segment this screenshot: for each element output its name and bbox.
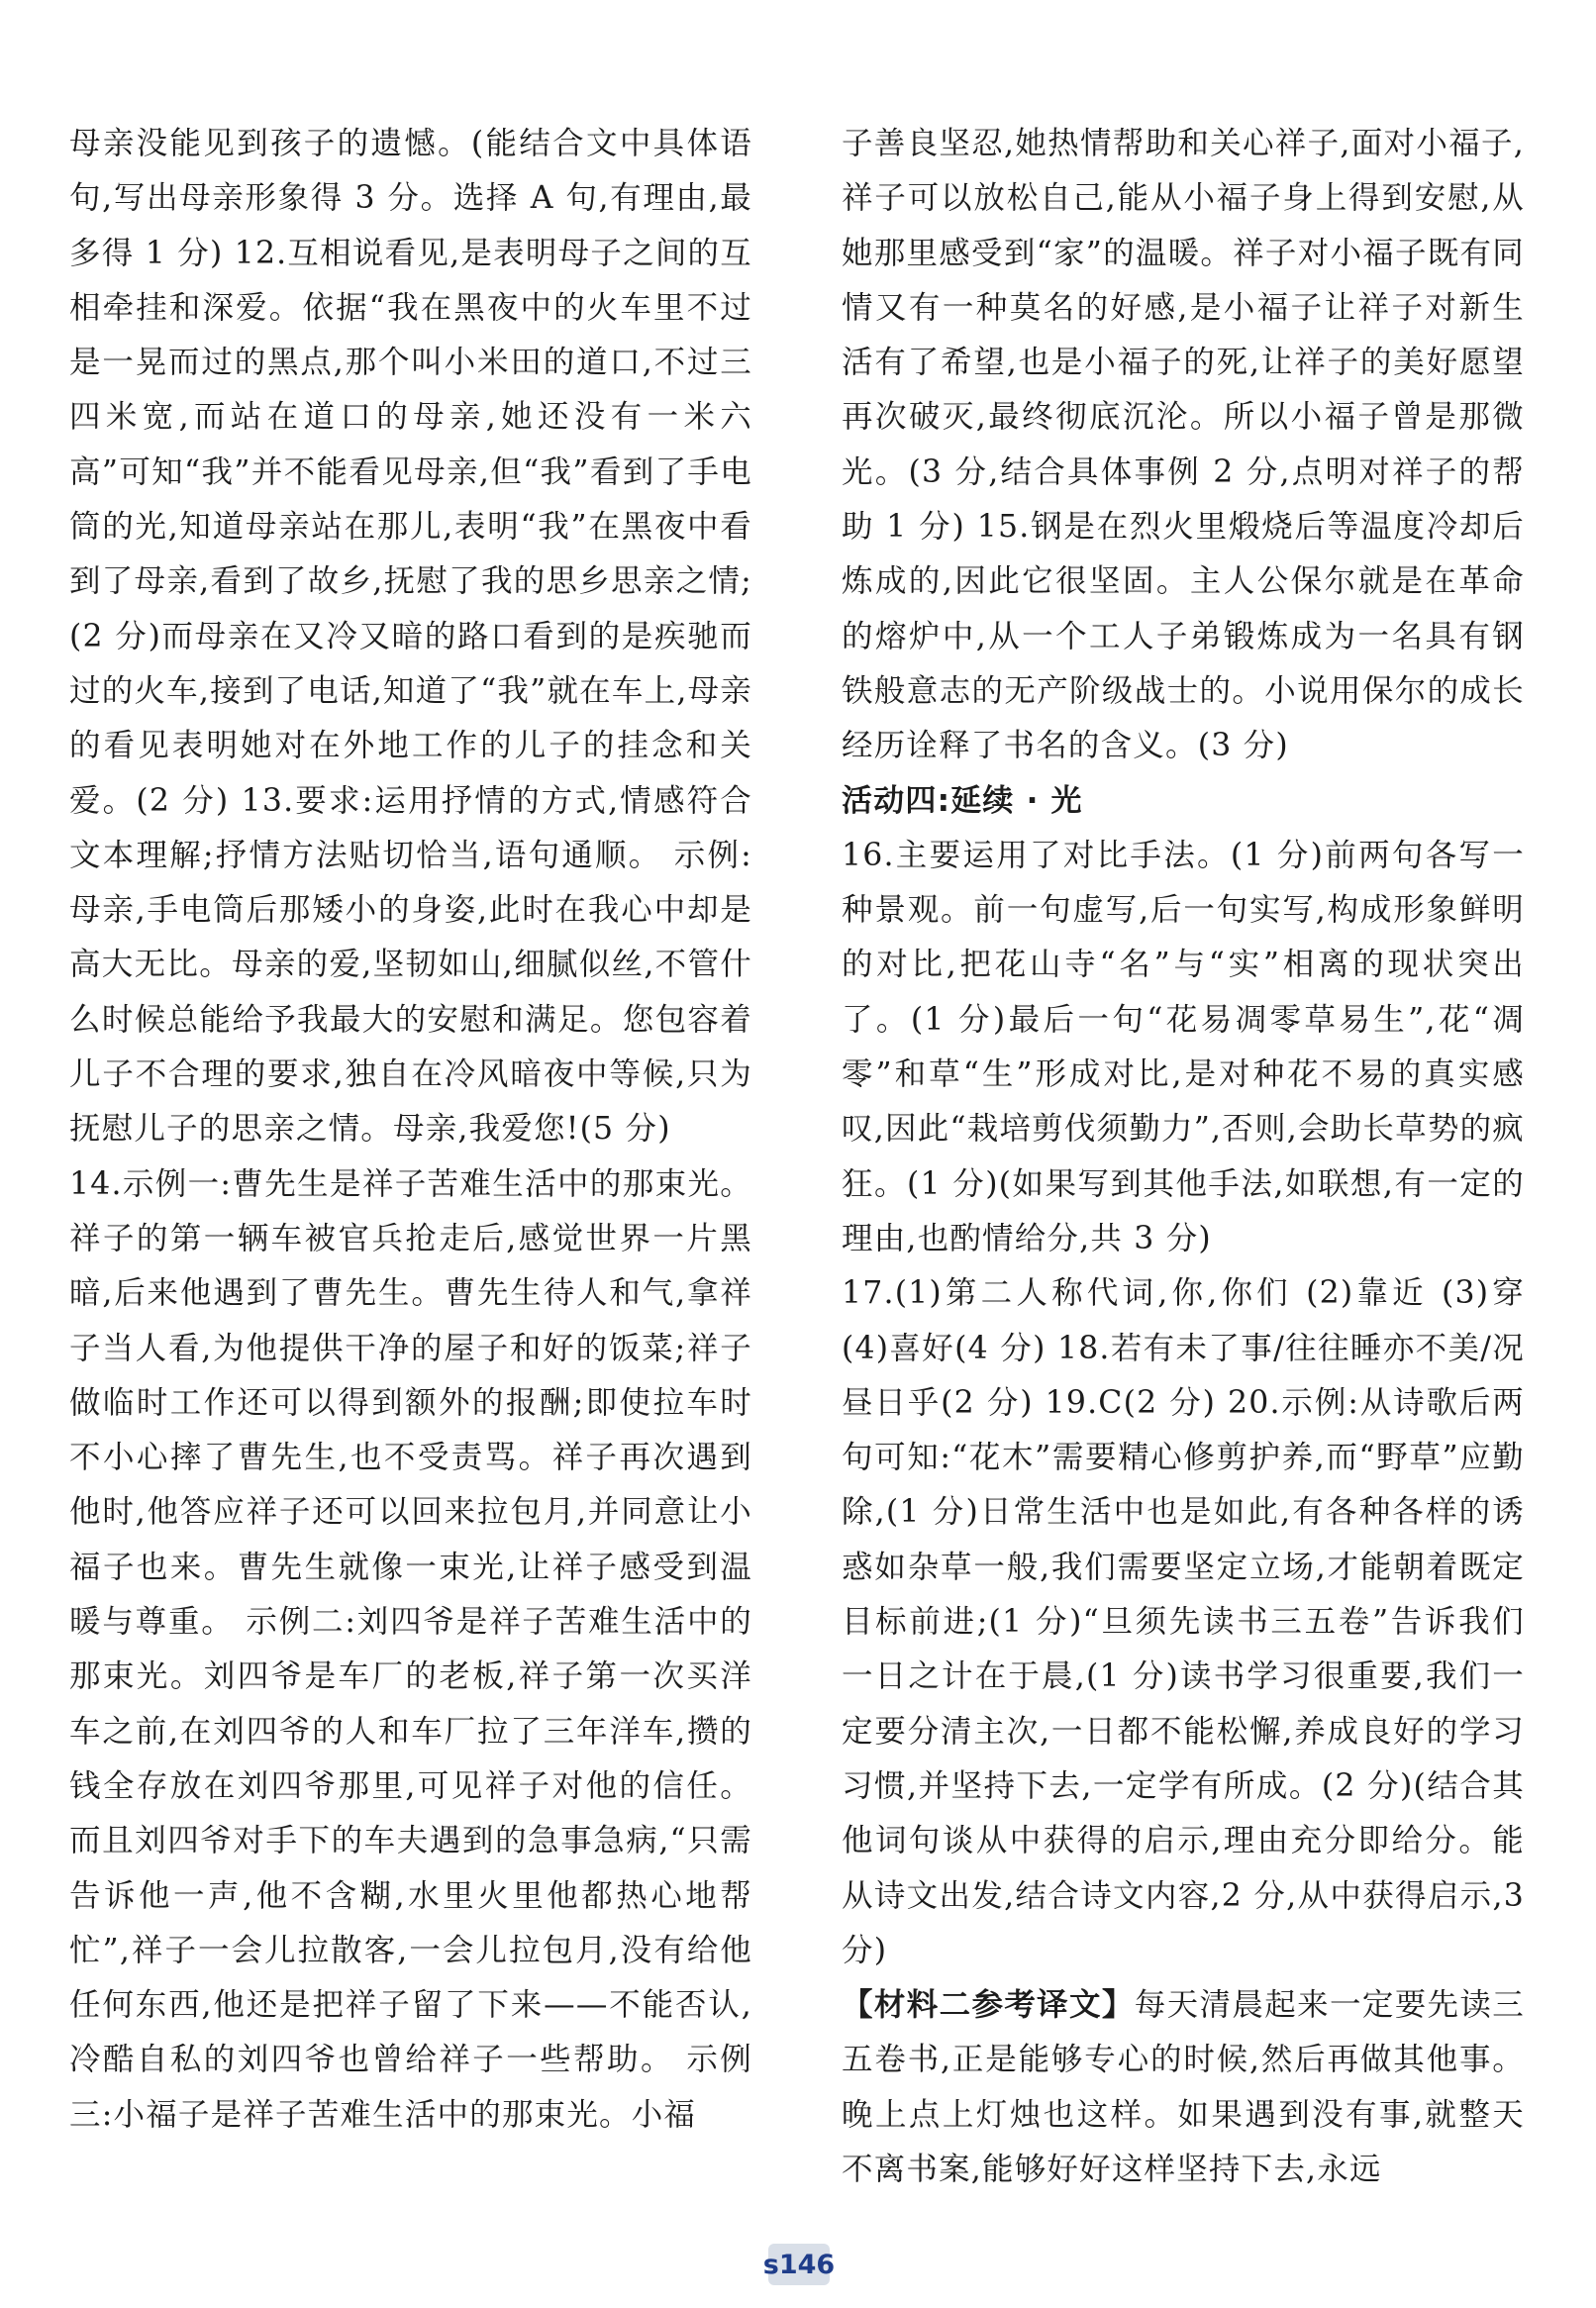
reference-translation-text: 每天清晨起来一定要先读三五卷书,正是能够专心的时候,然后再做其他事。晚上点上灯烛也这样。如果遇到没有事,就整天不离书案,能够好好这样坚持下去,永远 [842, 1987, 1525, 2187]
right-column [842, 117, 1525, 2197]
reference-translation [842, 1978, 1525, 2197]
section-heading-activity-4: 活动四:延续 · 光 [842, 782, 1083, 819]
left-column [69, 117, 752, 2143]
reference-translation-title: 【材料二参考译文】 [842, 1987, 1135, 2024]
answer-paragraph-17-20: 17.(1)第二人称代词,你,你们 (2)靠近 (3)穿 (4)喜好(4 分) 18.若有未了事/往往睡亦不美/况昼日乎(2 分) 19.C(2 分) 20.示例:从诗歌后两句可知:“花木”需要精心修剪护养,而“野草”应勤除,(1 分)日常生活中也是如此,有各种各样的诱惑如杂草一般,我们需要坚定立场,才能朝着既定目标前进;(1 分)“旦须先读书三五卷”告诉我们一日之计在于晨,(1 分)读书学习很重要,我们一定要分清主次,一日都不能松懈,养成良好的学习习惯,并坚持下去,一定学有所成。(2 分)(结合其他词句谈从中获得的启示,理由充分即给分。能从诗文出发,结合诗文内容,2 分,从中获得启示,3 分) [842, 1275, 1525, 1968]
answer-paragraph-14: 14.示例一:曹先生是祥子苦难生活中的那束光。祥子的第一辆车被官兵抢走后,感觉世界一片黑暗,后来他遇到了曹先生。曹先生待人和气,拿祥子当人看,为他提供干净的屋子和好的饭菜;祥子做临时工作还可以得到额外的报酬;即使拉车时不小心摔了曹先生,也不受责骂。祥子再次遇到他时,他答应祥子还可以回来拉包月,并同意让小福子也来。曹先生就像一束光,让祥子感受到温暖与尊重。 示例二:刘四爷是祥子苦难生活中的那束光。刘四爷是车厂的老板,祥子第一次买洋车之前,在刘四爷的人和车厂拉了三年洋车,攒的钱全存放在刘四爷那里,可见祥子对他的信任。而且刘四爷对手下的车夫遇到的急事急病,“只需告诉他一声,他不含糊,水里火里他都热心地帮忙”,祥子一会儿拉散客,一会儿拉包月,没有给他任何东西,他还是把祥子留了下来——不能否认,冷酷自私的刘四爷也曾给祥子一些帮助。 示例三:小福子是祥子苦难生活中的那束光。小福 [69, 1165, 752, 2133]
answer-paragraph-16: 16.主要运用了对比手法。(1 分)前两句各写一种景观。前一句虚写,后一句实写,构成形象鲜明的对比,把花山寺“名”与“实”相离的现状突出了。(1 分)最后一句“花易凋零草易生”,花“凋零”和草“生”形成对比,是对种花不易的真实感叹,因此“栽培剪伐须勤力”,否则,会助长草势的疯狂。(1 分)(如果写到其他手法,如联想,有一定的理由,也酌情给分,共 3 分) [842, 837, 1525, 1256]
page-number: s146 [768, 2244, 830, 2285]
answer-paragraph-11-13: 母亲没能见到孩子的遗憾。(能结合文中具体语句,写出母亲形象得 3 分。选择 A 句,有理由,最多得 1 分) 12.互相说看见,是表明母子之间的互相牵挂和深爱。依据“我在黑夜中的火车里不过是一晃而过的黑点,那个叫小米田的道口,不过三四米宽,而站在道口的母亲,她还没有一米六高”可知“我”并不能看见母亲,但“我”看到了手电筒的光,知道母亲站在那儿,表明“我”在黑夜中看到了母亲,看到了故乡,抚慰了我的思乡思亲之情;(2 分)而母亲在又冷又暗的路口看到的是疾驰而过的火车,接到了电话,知道了“我”就在车上,母亲的看见表明她对在外地工作的儿子的挂念和关爱。(2 分) 13.要求:运用抒情的方式,情感符合文本理解;抒情方法贴切恰当,语句通顺。 示例:母亲,手电筒后那矮小的身姿,此时在我心中却是高大无比。母亲的爱,坚韧如山,细腻似丝,不管什么时候总能给予我最大的安慰和满足。您包容着儿子不合理的要求,独自在冷风暗夜中等候,只为抚慰儿子的思亲之情。母亲,我爱您!(5 分) [69, 126, 752, 1148]
answer-paragraph-14-15: 子善良坚忍,她热情帮助和关心祥子,面对小福子,祥子可以放松自己,能从小福子身上得到安慰,从她那里感受到“家”的温暖。祥子对小福子既有同情又有一种莫名的好感,是小福子让祥子对新生活有了希望,也是小福子的死,让祥子的美好愿望再次破灭,最终彻底沉沦。所以小福子曾是那微光。(3 分,结合具体事例 2 分,点明对祥子的帮助 1 分) 15.钢是在烈火里煅烧后等温度冷却后炼成的,因此它很坚固。主人公保尔就是在革命的熔炉中,从一个工人子弟锻炼成为一名具有钢铁般意志的无产阶级战士的。小说用保尔的成长经历诠释了书名的含义。(3 分) [842, 126, 1525, 764]
